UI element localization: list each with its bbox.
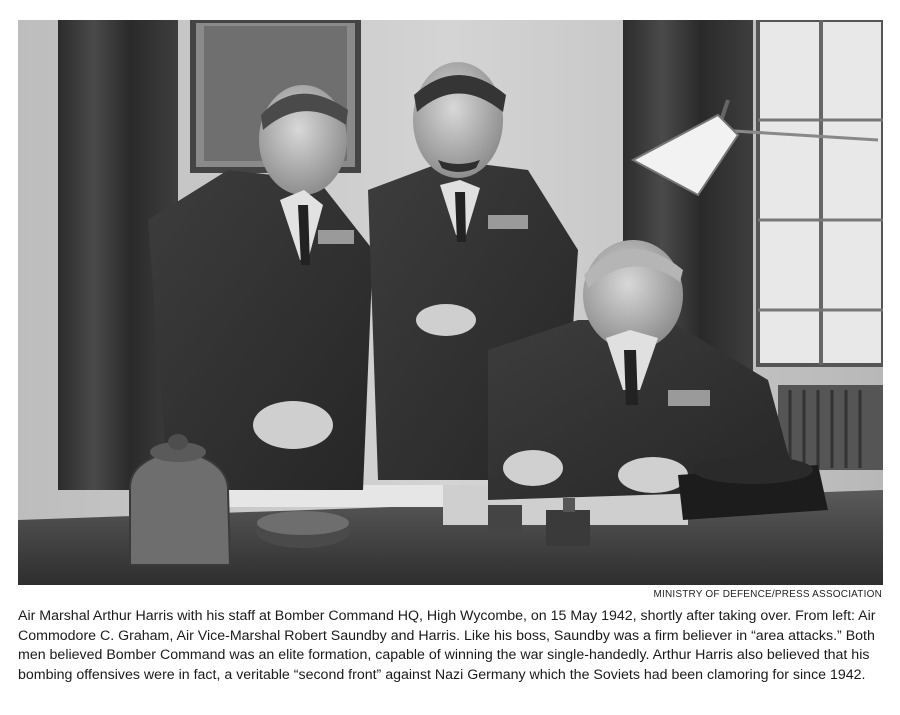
photo-caption: Air Marshal Arthur Harris with his staff at Bomber Command HQ, High Wycombe, on 15 May 1942, shortly after taking over. From left: Air Commodore C. Graham, Air Vice-Marshal Robert Saundby and Harris. Like his boss, Saundby was a firm believer in “area attacks.” Both men believed Bomber Command was an elite formation, capable of winning the war single-handedly. Arthur Harris also believed that his bombing offensives were in fact, a veritable “second front” against Nazi Germany which the Soviets had been clamoring for since 1942. — [18, 608, 876, 683]
photo-credit: MINISTRY OF DEFENCE/PRESS ASSOCIATION — [653, 589, 882, 600]
historical-photo — [18, 20, 883, 585]
